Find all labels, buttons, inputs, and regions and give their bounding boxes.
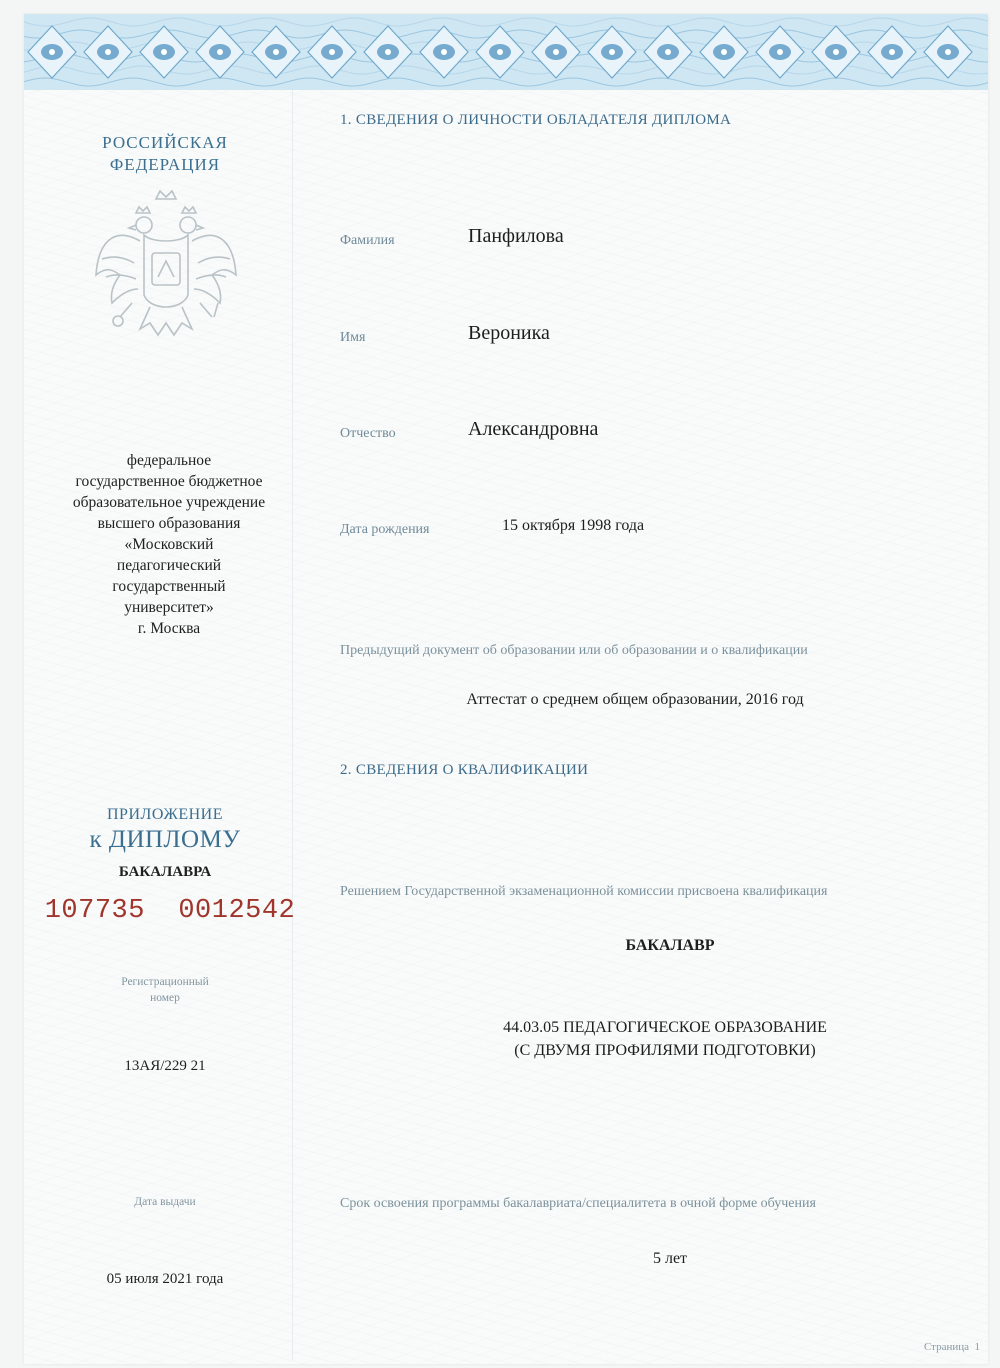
institution-city: г. Москва [137,620,201,637]
degree-level: БАКАЛАВРА [118,864,212,880]
guilloche-diamond [532,26,580,78]
institution-line: университет» [124,599,214,616]
institution-line: «Московский [124,536,214,553]
column-divider [292,90,293,1360]
coat-of-arms-emblem [92,185,240,345]
section-2-title: 2. СВЕДЕНИЯ О КВАЛИФИКАЦИИ [340,762,589,778]
first-name-value: Вероника [468,322,550,344]
program-profile-line: (С ДВУМЯ ПРОФИЛЯМИ ПОДГОТОВКИ) [514,1042,816,1059]
registration-label-line-1: Регистрационный [121,976,209,988]
decorative-guilloche-band [24,14,988,90]
surname-value: Панфилова [468,225,564,247]
program-code-line: 44.03.05 ПЕДАГОГИЧЕСКОЕ ОБРАЗОВАНИЕ [503,1019,827,1036]
institution-line: федеральное [126,452,212,469]
program-name [340,1016,990,1062]
institution-line: образовательное учреждение [72,494,266,511]
institution-line: государственное бюджетное [75,473,263,490]
birth-date-label: Дата рождения [340,522,430,537]
birth-date-value: 15 октября 1998 года [502,517,645,534]
institution-line: педагогический [116,557,222,574]
country-line-2: ФЕДЕРАЦИЯ [109,155,221,174]
serial-number: 107735 0012542 [44,896,296,926]
double-headed-eagle-icon [92,185,240,345]
institution-line: высшего образования [97,515,241,532]
guilloche-diamond [700,26,748,78]
guilloche-diamond [924,26,972,78]
issue-date: 05 июля 2021 года [106,1271,224,1287]
surname-label: Фамилия [340,233,395,248]
guilloche-diamond [252,26,300,78]
appendix-title: ПРИЛОЖЕНИЕ [106,806,223,823]
guilloche-diamond [364,26,412,78]
appendix-subtitle: к ДИПЛОМУ [89,826,241,853]
registration-number-label [90,974,240,1006]
guilloche-diamond [84,26,132,78]
guilloche-wave [24,78,988,86]
study-duration-value: 5 лет [652,1250,688,1267]
guilloche-pattern [24,14,988,90]
registration-label-line-2: номер [150,992,180,1004]
country-line-1: РОССИЙСКАЯ [102,133,228,152]
page-number: Страница 1 [923,1341,980,1353]
first-name-label: Имя [340,330,366,345]
patronymic-value: Александровна [468,418,599,440]
previous-document-value: Аттестат о среднем общем образовании, 2016 год [466,691,804,708]
patronymic-label: Отчество [340,426,396,441]
guilloche-wave [24,18,988,26]
institution-name [48,450,290,639]
qualification-decision-label: Решением Государственной экзаменационной комиссии присвоена квалификация [340,884,828,899]
guilloche-diamond [868,26,916,78]
guilloche-diamond [308,26,356,78]
study-duration-label: Срок освоения программы бакалавриата/специалитета в очной форме обучения [340,1196,816,1211]
country-name [60,132,270,176]
guilloche-diamond [28,26,76,78]
section-1-title: 1. СВЕДЕНИЯ О ЛИЧНОСТИ ОБЛАДАТЕЛЯ ДИПЛОМА [340,112,732,128]
qualification-value: БАКАЛАВР [625,937,715,954]
registration-number: 13АЯ/229 21 [124,1058,206,1074]
guilloche-diamond [644,26,692,78]
institution-line: государственный [112,578,226,595]
previous-document-label: Предыдущий документ об образовании или об образовании и о квалификации [340,643,808,658]
issue-date-label: Дата выдачи [134,1196,196,1208]
